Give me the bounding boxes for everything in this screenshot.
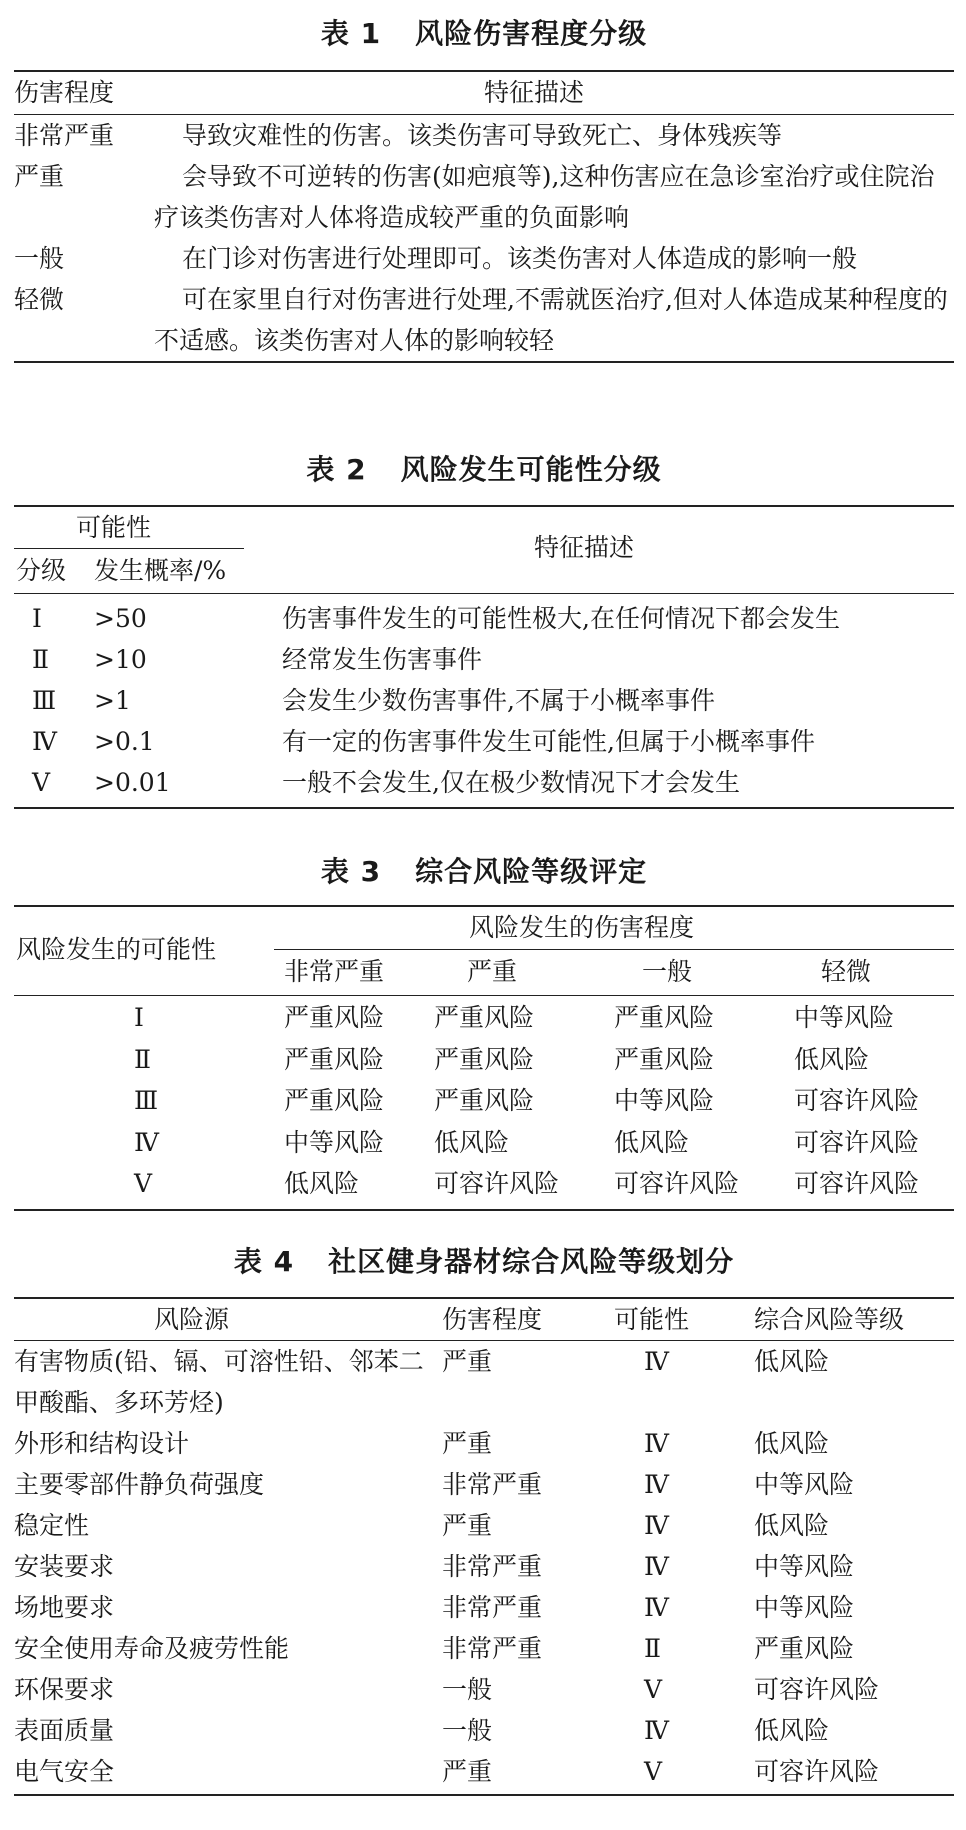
table2-header-prob: 发生概率/%: [94, 556, 227, 585]
risk-level-cell: 可容许风险: [794, 1127, 920, 1157]
risk-source: 安全使用寿命及疲劳性能: [14, 1634, 290, 1663]
table1-body: [14, 115, 954, 361]
severity-value: 非常严重: [442, 1634, 543, 1663]
possibility-value: Ⅱ: [644, 1634, 661, 1663]
table-row: [14, 1080, 954, 1122]
severity-description: 导致灾难性的伤害。该类伤害可导致死亡、身体残疾等: [182, 121, 783, 150]
risk-level-cell: 中等风险: [794, 1003, 895, 1032]
possibility-grade: Ⅳ: [134, 1127, 159, 1157]
risk-source: 主要零部件静负荷强度: [14, 1470, 265, 1499]
possibility-value: Ⅳ: [644, 1347, 669, 1376]
severity-value: 非常严重: [442, 1470, 543, 1499]
table-row: [14, 1546, 954, 1587]
possibility-grade: Ⅰ: [32, 604, 42, 633]
table2-header-group: 可能性: [76, 513, 152, 542]
table1-caption: [14, 14, 954, 54]
severity-value: 严重: [442, 1347, 493, 1376]
probability-value: >0.01: [94, 768, 171, 797]
table-row: [14, 156, 954, 238]
possibility-value: Ⅳ: [644, 1511, 669, 1540]
table4-header-level: 综合风险等级: [754, 1305, 905, 1334]
risk-source: 场地要求: [14, 1593, 115, 1622]
table3-header-divider: [274, 949, 954, 950]
table1-number: 表 1: [320, 17, 382, 50]
table2-title: 风险发生可能性分级: [400, 453, 662, 486]
table-row: [14, 1163, 954, 1205]
possibility-value: Ⅳ: [644, 1716, 669, 1745]
table2-header-divider: [14, 548, 244, 549]
risk-level-cell: 可容许风险: [794, 1169, 920, 1199]
risk-level-cell: 严重风险: [434, 1044, 535, 1074]
risk-level-value: 中等风险: [754, 1552, 855, 1581]
table-row: [14, 1505, 954, 1546]
risk-source: 表面质量: [14, 1716, 115, 1745]
table4-title: 社区健身器材综合风险等级划分: [328, 1245, 735, 1278]
risk-level-value: 低风险: [754, 1429, 830, 1458]
table3-col-2: 一般: [642, 957, 693, 986]
table3-row-header: 风险发生的可能性: [16, 935, 217, 964]
probability-value: >1: [94, 686, 131, 715]
risk-source: 环保要求: [14, 1675, 115, 1704]
possibility-value: Ⅳ: [644, 1593, 669, 1622]
table-row: [14, 1423, 954, 1464]
table-row: [14, 1587, 954, 1628]
table4-header-severity: 伤害程度: [442, 1305, 543, 1334]
severity-level: 非常严重: [14, 121, 115, 150]
risk-level-cell: 低风险: [794, 1044, 870, 1074]
table3-body: [14, 996, 954, 1209]
table-row: [14, 1669, 954, 1710]
table3-caption: [14, 852, 954, 892]
table-row: [14, 1710, 954, 1751]
risk-level-cell: 中等风险: [284, 1127, 385, 1157]
possibility-grade: Ⅱ: [134, 1044, 151, 1074]
table1: [14, 70, 954, 363]
table-row: [14, 721, 954, 762]
table3-number: 表 3: [320, 855, 382, 888]
risk-level-cell: 可容许风险: [434, 1169, 560, 1199]
table4-number: 表 4: [233, 1245, 295, 1278]
table3-col-0: 非常严重: [284, 957, 385, 986]
possibility-description: 有一定的伤害事件发生可能性,但属于小概率事件: [282, 727, 815, 756]
severity-description: 在门诊对伤害进行处理即可。该类伤害对人体造成的影响一般: [182, 244, 858, 273]
severity-level: 轻微: [14, 285, 65, 314]
table-row: [14, 115, 954, 156]
table1-header-desc: 特征描述: [484, 78, 585, 107]
possibility-grade: Ⅰ: [134, 1003, 144, 1032]
risk-level-value: 中等风险: [754, 1593, 855, 1622]
table1-title: 风险伤害程度分级: [415, 17, 648, 50]
probability-value: >50: [94, 604, 147, 633]
risk-level-cell: 可容许风险: [614, 1169, 740, 1199]
possibility-value: Ⅳ: [644, 1429, 669, 1458]
table-row: [14, 1751, 954, 1792]
risk-level-cell: 低风险: [284, 1169, 360, 1199]
table-row: [14, 680, 954, 721]
table4: [14, 1297, 954, 1796]
risk-source: 电气安全: [14, 1757, 115, 1786]
table2-caption: [14, 450, 954, 490]
possibility-grade: Ⅴ: [134, 1169, 153, 1199]
table-row: [14, 598, 954, 639]
risk-level-cell: 严重风险: [434, 1086, 535, 1116]
table4-body: [14, 1341, 954, 1794]
risk-level-value: 可容许风险: [754, 1675, 880, 1704]
probability-value: >10: [94, 645, 147, 674]
risk-level-value: 低风险: [754, 1347, 830, 1376]
risk-level-cell: 严重风险: [284, 1086, 385, 1116]
risk-level-value: 中等风险: [754, 1470, 855, 1499]
risk-level-value: 可容许风险: [754, 1757, 880, 1786]
severity-value: 严重: [442, 1511, 493, 1540]
severity-description: 可在家里自行对伤害进行处理,不需就医治疗,但对人体造成某种程度的不适感。该类伤害对人体的影响较轻: [154, 285, 948, 355]
possibility-value: Ⅳ: [644, 1470, 669, 1499]
severity-level: 一般: [14, 244, 65, 273]
table3-title: 综合风险等级评定: [415, 855, 648, 888]
possibility-grade: Ⅲ: [32, 686, 57, 715]
risk-source: 有害物质(铅、镉、可溶性铅、邻苯二甲酸酯、多环芳烃): [14, 1347, 424, 1417]
table4-header: [14, 1299, 954, 1341]
risk-level-value: 低风险: [754, 1716, 830, 1745]
risk-level-cell: 严重风险: [434, 1003, 535, 1032]
possibility-description: 伤害事件发生的可能性极大,在任何情况下都会发生: [282, 604, 840, 633]
table1-header-level: 伤害程度: [14, 78, 115, 107]
table4-header-source: 风险源: [154, 1305, 230, 1334]
possibility-grade: Ⅳ: [32, 727, 57, 756]
risk-level-cell: 可容许风险: [794, 1086, 920, 1116]
risk-level-value: 严重风险: [754, 1634, 855, 1663]
table-row: [14, 1628, 954, 1669]
table2-header-grade: 分级: [16, 556, 67, 585]
table-row: [14, 238, 954, 279]
table3-header: [14, 907, 954, 996]
table2-number: 表 2: [306, 453, 367, 486]
risk-source: 外形和结构设计: [14, 1429, 190, 1458]
possibility-grade: Ⅱ: [32, 645, 49, 674]
severity-value: 一般: [442, 1675, 493, 1704]
probability-value: >0.1: [94, 727, 155, 756]
risk-level-cell: 严重风险: [284, 1003, 385, 1032]
possibility-value: Ⅴ: [644, 1757, 663, 1786]
table3-col-group: 风险发生的伤害程度: [469, 913, 695, 942]
table2-header: [14, 507, 954, 594]
table-row: [14, 279, 954, 361]
risk-level-cell: 严重风险: [284, 1044, 385, 1074]
table4-header-possibility: 可能性: [614, 1305, 690, 1334]
table-row: [14, 762, 954, 803]
risk-level-cell: 中等风险: [614, 1086, 715, 1116]
severity-value: 非常严重: [442, 1552, 543, 1581]
table-row: [14, 1122, 954, 1164]
table-row: [14, 1464, 954, 1505]
severity-value: 严重: [442, 1757, 493, 1786]
possibility-grade: Ⅴ: [32, 768, 51, 797]
risk-source: 安装要求: [14, 1552, 115, 1581]
table-row: [14, 1341, 954, 1423]
possibility-description: 一般不会发生,仅在极少数情况下才会发生: [282, 768, 740, 797]
possibility-value: Ⅳ: [644, 1552, 669, 1581]
possibility-description: 会发生少数伤害事件,不属于小概率事件: [282, 686, 715, 715]
risk-level-cell: 低风险: [434, 1127, 510, 1157]
table1-header: [14, 72, 954, 115]
table-row: [14, 997, 954, 1039]
table4-caption: [14, 1242, 954, 1282]
table2-header-desc: 特征描述: [534, 533, 635, 562]
table3-col-1: 严重: [467, 957, 518, 986]
table3-col-3: 轻微: [821, 957, 872, 986]
severity-value: 严重: [442, 1429, 493, 1458]
possibility-value: Ⅴ: [644, 1675, 663, 1704]
severity-level: 严重: [14, 162, 65, 191]
risk-level-value: 低风险: [754, 1511, 830, 1540]
risk-level-cell: 严重风险: [614, 1044, 715, 1074]
table-row: [14, 1039, 954, 1081]
severity-value: 一般: [442, 1716, 493, 1745]
table2-body: [14, 594, 954, 807]
severity-value: 非常严重: [442, 1593, 543, 1622]
table3: [14, 905, 954, 1211]
table-row: [14, 639, 954, 680]
risk-level-cell: 严重风险: [614, 1003, 715, 1032]
table2: [14, 505, 954, 809]
possibility-grade: Ⅲ: [134, 1086, 159, 1116]
possibility-description: 经常发生伤害事件: [282, 645, 483, 674]
risk-source: 稳定性: [14, 1511, 90, 1540]
risk-level-cell: 低风险: [614, 1127, 690, 1157]
severity-description: 会导致不可逆转的伤害(如疤痕等),这种伤害应在急诊室治疗或住院治疗该类伤害对人体将造成较严重的负面影响: [154, 162, 935, 232]
